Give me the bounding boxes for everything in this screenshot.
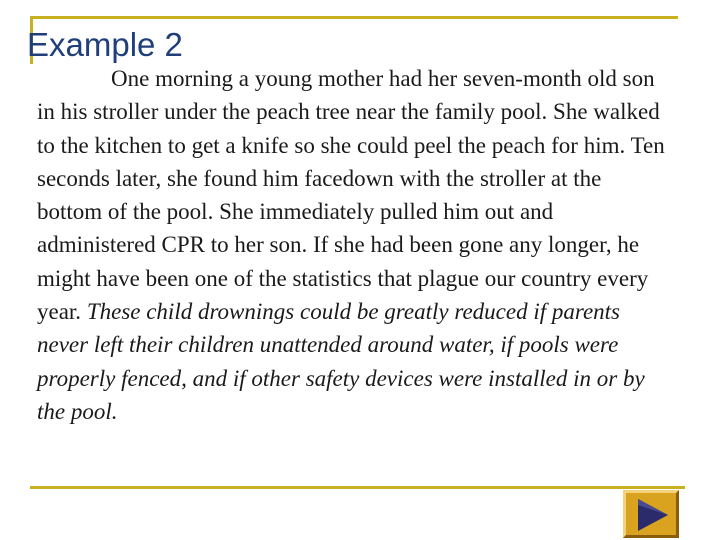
slide-body-paragraph — [37, 62, 667, 428]
paragraph-italic-text: These child drownings could be greatly reduced if parents never left their children unattended around water, if pools were properly fenced, and if other safety devices were installed in or by the pool. — [37, 299, 645, 424]
frame-top-rule — [30, 16, 678, 19]
play-triangle-icon — [636, 497, 670, 533]
next-slide-button[interactable] — [623, 490, 679, 538]
paragraph-plain-text: One morning a young mother had her seven-month old son in his stroller under the peach tree near the family pool. She walked to the kitchen to get a knife so she could peel the peach for him. Ten seconds later, she found him facedown with the stroller at the bottom of the pool. She immediately pulled him out and administered CPR to her son. If she had been gone any longer, he might have been one of the statistics that plague our country every year. — [37, 66, 665, 325]
slide-title: Example 2 — [27, 26, 183, 63]
frame-bottom-rule — [30, 486, 685, 489]
